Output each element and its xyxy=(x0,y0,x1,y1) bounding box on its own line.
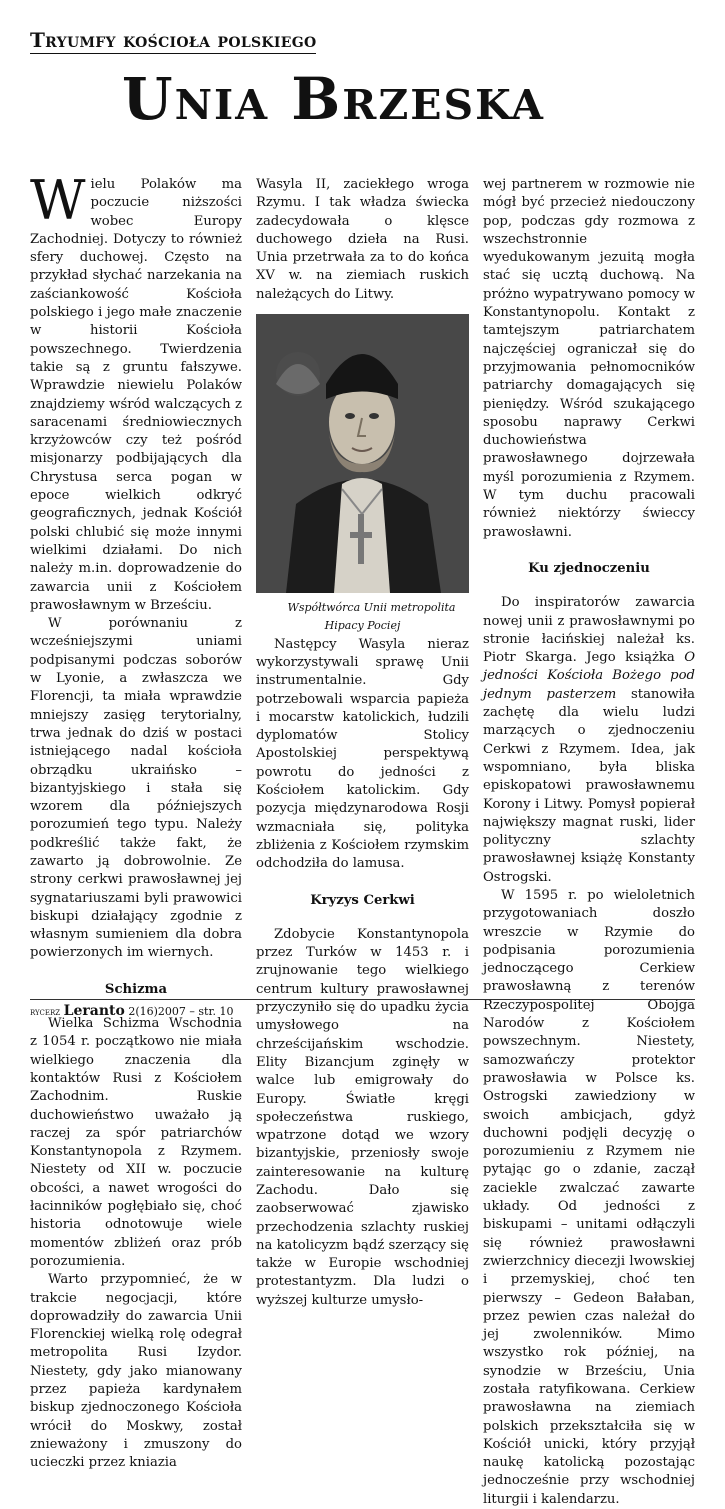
paragraph: W porównaniu z wcześniejszymi uniami podpisanymi podczas soborów w Lyonie, a zwłaszcza we Florencji, ta miała wprawdzie mniejszy zasięg terytorialny, trwa jednak do dziś w postaci istniejącego nadal kościoła obrządku ukraińsko – bizantyjskiego i stała się wzorem dla późniejszych porozumień tego typu. Należy podkreślić także fakt, że zawarto ją dobrowolnie. Ze strony cerkwi prawosławnej jej sygnatariuszami byli prawowici biskupi działający zgodnie z własnym sumieniem dla dobra powierzonych im wiernych. xyxy=(30,616,242,961)
footer-issue: 2(16)2007 – str. 10 xyxy=(128,1005,234,1018)
footer-prefix: rycerz xyxy=(30,1007,61,1018)
column-2 xyxy=(256,176,469,1310)
paragraph: Zdobycie Konstantynopola przez Turków w 1453 r. i zrujnowanie tego wielkiego centrum kultury prawosławnej przyczyniło się do upadku życia umysłowego na chrześcijańskim wschodzie. Elity Bizancjum zginęły w walce lub emigrowały do Europy. Światłe kręgi społeczeństwa ruskiego, wpatrzone dotąd we wzory bizantyjskie, przeniosły swoje zainteresowanie na kulturę Zachodu. Dało się zaobserwować zjawisko przechodzenia szlachty ruskiej na katolicyzm bądź szerzący się także w Europie wschodniej protestantyzm. Dla ludzi o wyższej kulturze umysło- xyxy=(256,926,469,1308)
section-heading: Ku zjednoczeniu xyxy=(528,560,650,576)
footer-brand: Leranto xyxy=(63,1003,125,1019)
paragraph: Wielka Schizma Wschodnia z 1054 r. początkowo nie miała wielkiego znaczenia dla kontaktów Rusi z Kościołem Zachodnim. Ruskie duchowieństwo uważało ją raczej za spór patriarchów Konstantynopola z Rzymem. Niestety od XII w. poczucie obcości, a nawet wrogości do łacinników pogłębiało się, choć historia odnotowuje wiele momentów zbliżeń oraz prób porozumienia. xyxy=(30,1016,242,1269)
series-title: Tryumfy kościoła polskiego xyxy=(30,28,317,52)
paragraph-text: ielu Polaków ma poczucie niższości wobec Europy Zachodniej. Dotyczy to również sfery duchowej. Często na przykład słychać narzekania na zaściankowość Kościoła polskiego i jego małe znaczenie w historii Kościoła powszechnego. Twierdzenia takie są z gruntu fałszywe. Wprawdzie niewielu Polaków znajdziemy wśród walczących z saracenami średniowiecznych krzyżowców czy też pośród misjonarzy podbijających dla Chrystusa serca pogan w epoce wielkich odkryć geograficznych, jednak Kościół polski chlubić się może innymi wielkimi działami. Do nich należy m.in. doprowadzenie do zawarcia unii z Kościołem prawosławnym w Brześciu. xyxy=(30,177,242,613)
portrait-image xyxy=(256,314,469,593)
page-title: Unia Brzeska xyxy=(122,65,545,133)
paragraph: wej partnerem w rozmowie nie mógł być przecież niedouczony pop, podczas gdy rozmowa z wszechstronnie wyedukowanym jezuitą mogła stać się ucztą duchową. Na próżno wypatrywano pomocy w Konstantynopolu. Kontakt z tamtejszym patriarchatem najczęściej ograniczał się do przyjmowania pełnomocników patriarchy domagających się pieniędzy. Wśród szukającego sposobu naprawy Cerkwi duchowieństwa prawosławnego dojrzewała myśl porozumienia z Rzymem. W tym duchu pracowali również niektórzy świeccy prawosławni. xyxy=(483,177,695,540)
paragraph xyxy=(483,594,695,887)
image-caption: Współtwórca Unii metropolita Hipacy Pociej xyxy=(287,601,456,633)
paragraph: Następcy Wasyla nieraz wykorzystywali sprawę Unii instrumentalnie. Gdy potrzebowali wsparcia papieża i mocarstw katolickich, łudzili dyplomatów Stolicy Apostolskiej perspektywą powrotu do jedności z Kościołem katolickim. Gdy pozycja międzynarodowa Rosji wzmacniała się, polityka zbliżenia z Kościołem rzymskim odchodziła do lamusa. xyxy=(256,636,469,872)
column-3 xyxy=(483,176,695,1509)
paragraph: Warto przypomnieć, że w trakcie negocjacji, które doprowadziły do zawarcia Unii Florenckiej wielką rolę odegrał metropolita Rusi Izydor. Niestety, gdy jako mianowany przez papieża kardynałem biskup zjednoczonego Kościoła wrócił do Moskwy, został znieważony i zmuszony do ucieczki przez kniazia xyxy=(30,1272,242,1471)
paragraph xyxy=(30,169,242,615)
footer-rule xyxy=(30,999,695,1000)
section-heading: Schizma xyxy=(104,981,168,997)
paragraph-text: Do inspiratorów zawarcia nowej unii z prawosławnymi po stronie łacińskiej należał ks. Piotr Skarga. Jego książka xyxy=(483,595,695,666)
paragraph: Wasyla II, zaciekłego wroga Rzymu. I tak władza świecka zadecydowała o klęsce duchowego dzieła na Rusi. Unia przetrwała za to do końca XV w. na ziemiach ruskich należących do Litwy. xyxy=(256,177,469,302)
section-heading: Kryzys Cerkwi xyxy=(310,892,415,908)
paragraph: W 1595 r. po wieloletnich przygotowaniach doszło wreszcie w Rzymie do podpisania porozumienia jednoczącego Cerkiew prawosławną z terenów Rzeczypospolitej Obojga Narodów z Kościołem powszechnym. Niestety, samozwańczy protektor prawosławia w Polsce ks. Ostrogski zawiedziony w swoich ambicjach, gdyż duchowni podjęli decyzję o porozumieniu z Rzymem nie pytając go o zdanie, zaczął zaciekle zwalczać zawarte układy. Od jedności z biskupami – unitami odłączyli się również prawosławni zwierzchnicy diecezji lwowskiej i przemyskiej, choć ten pierwszy – Gedeon Bałaban, przez pewien czas należał do jej zwolenników. Mimo wszystko rok później, na synodzie w Brześciu, Unia została ratyfikowana. Cerkiew prawosławna na ziemiach polskich przekształciła się w Kościół unicki, który przyjął naukę katolicką pozostając jednocześnie przy wschodniej liturgii i kalendarzu. xyxy=(483,887,695,1507)
footer xyxy=(30,1003,234,1019)
column-1 xyxy=(30,169,242,1472)
book-title: O jedności Kościoła Bożego pod jednym pasterzem xyxy=(483,650,695,702)
drop-cap: W xyxy=(30,169,86,232)
paragraph-text: stanowiła zachętę dla wielu ludzi marzących o zjednoczeniu Cerkwi z Rzymem. Idea, jak wspomniano, była bliska episkopatowi prawosławnemu Korony i Litwy. Pomysł popierał największy magnat ruski, lider polityczny szlachty prawosławnej książę Konstanty Ostrogski. xyxy=(483,686,696,885)
